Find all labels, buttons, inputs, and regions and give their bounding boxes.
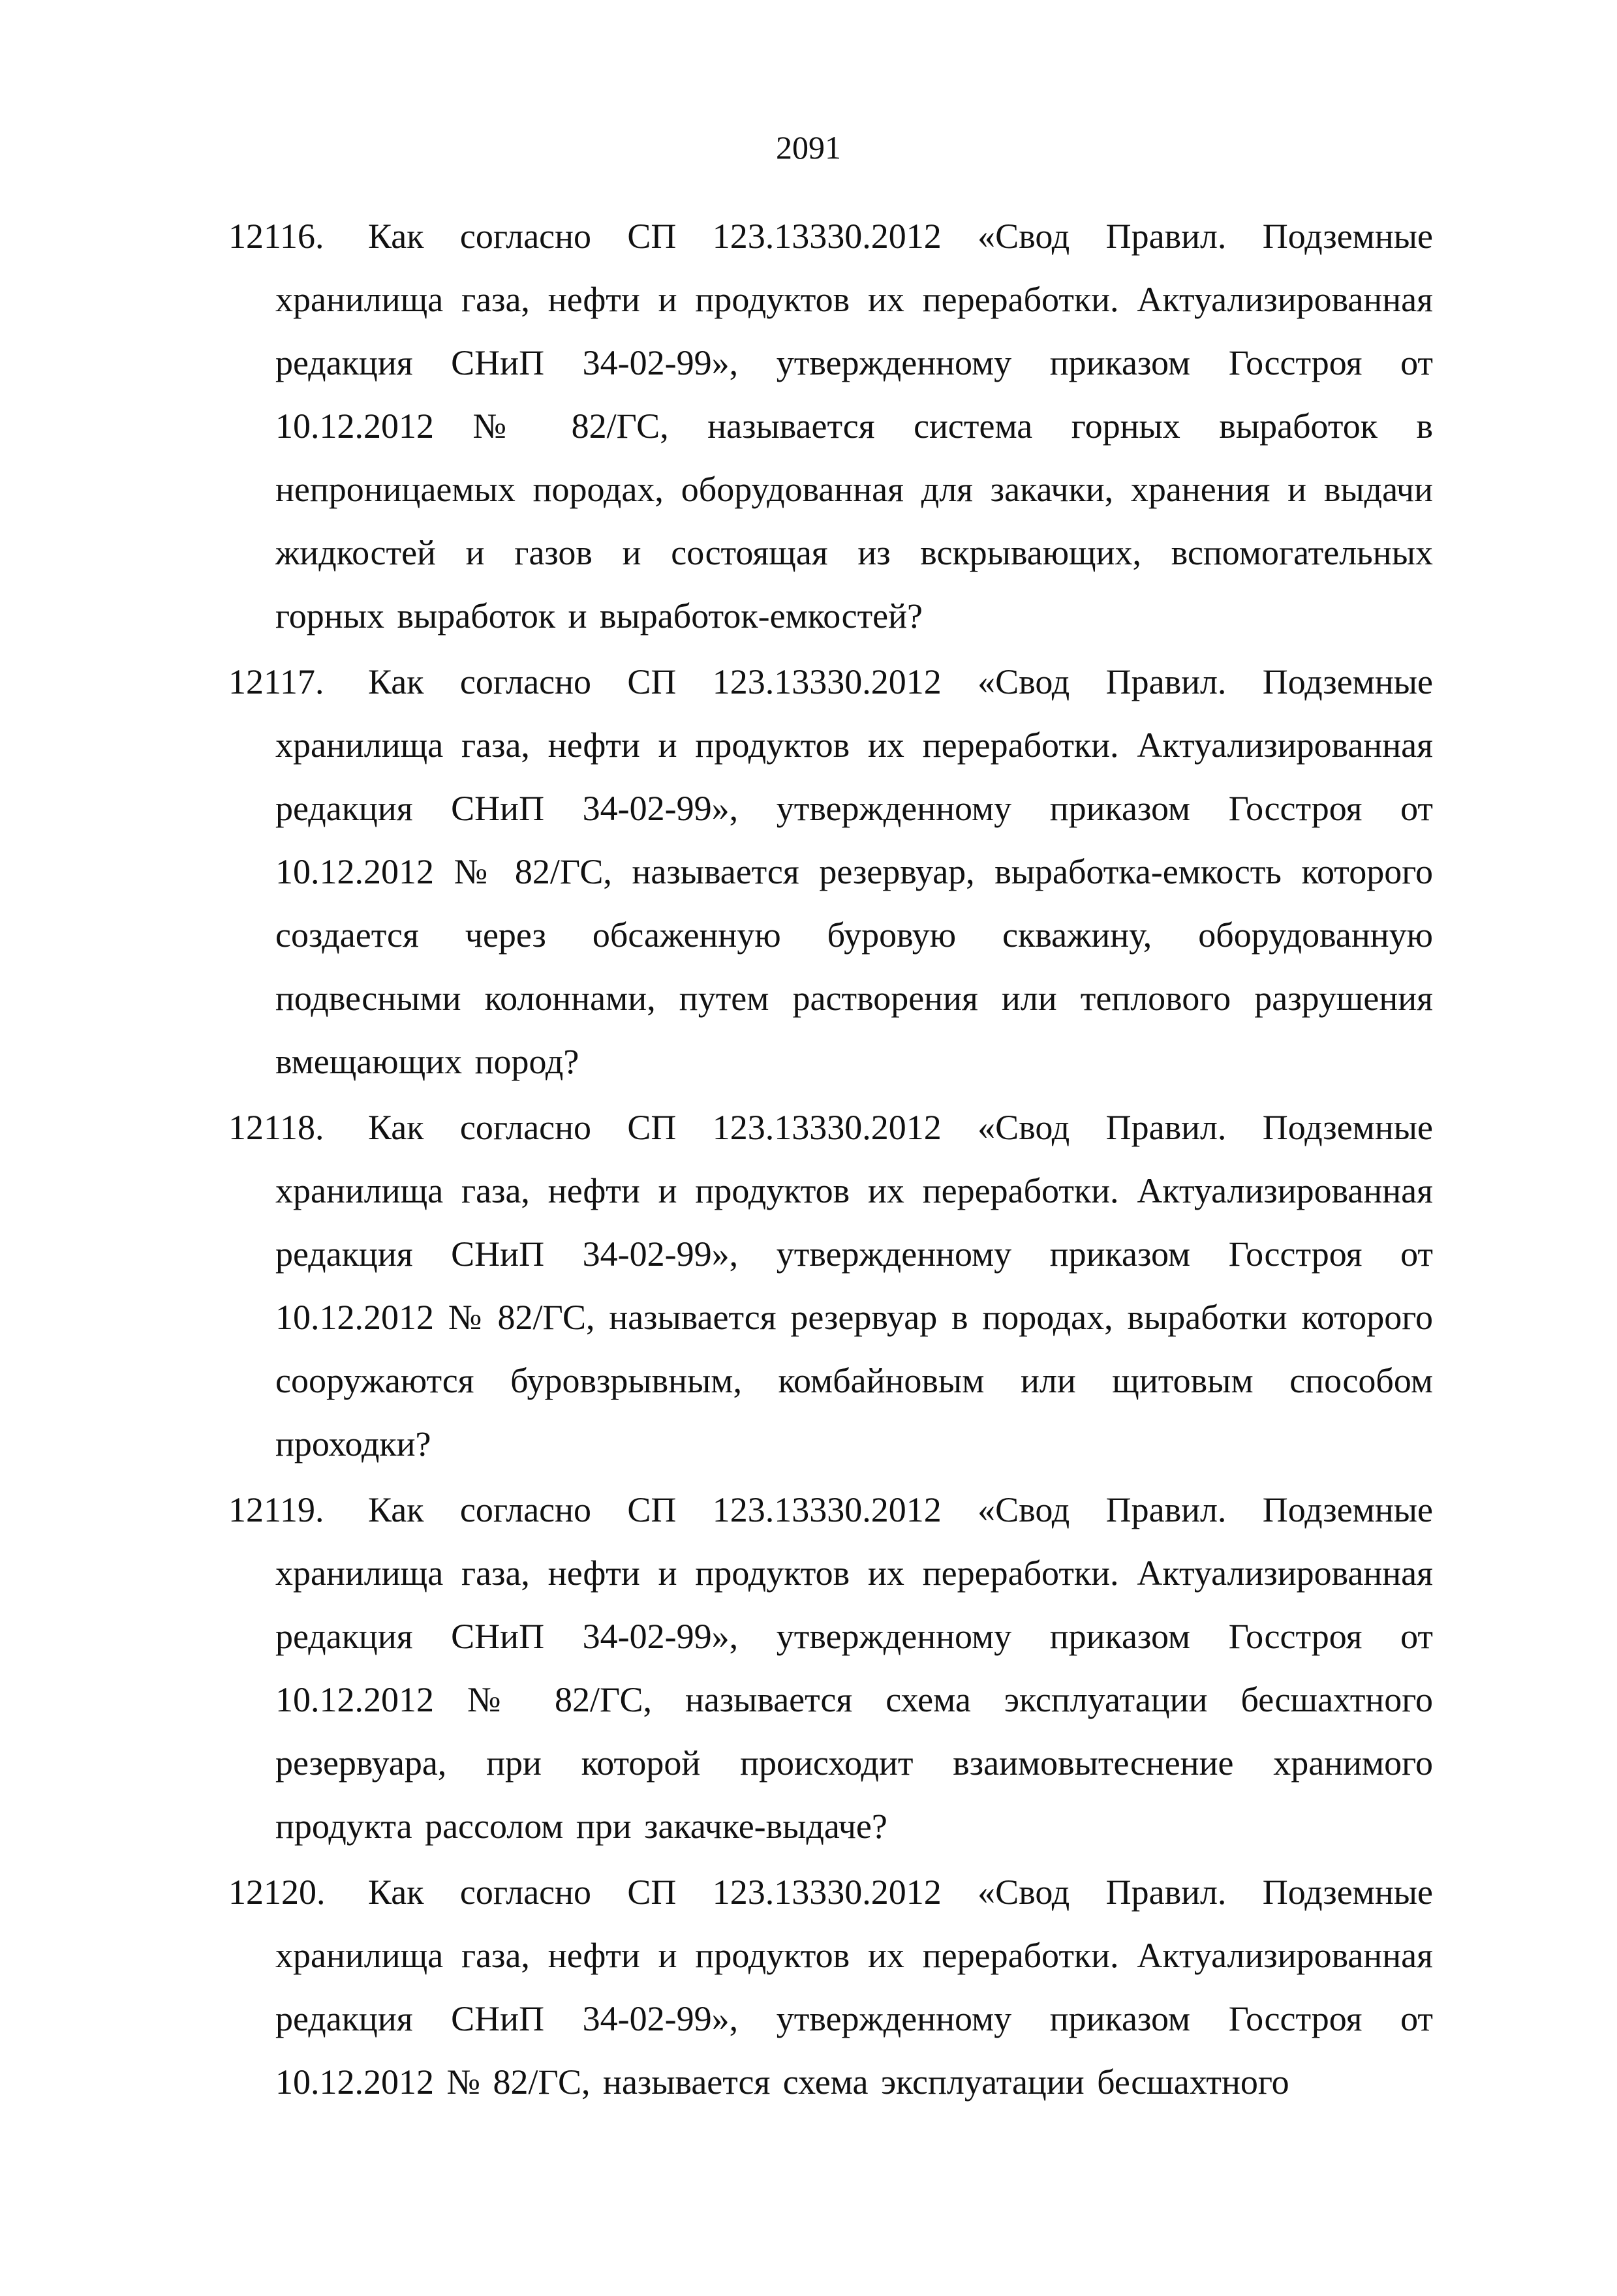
question-text: Как согласно СП 123.13330.2012 «Свод Правил. Подземные хранилища газа, нефти и продуктов их переработки. Актуализированная редакция СНиП 34-02-99», утвержденному приказом Госстроя от 10.12.2012 № 82/ГС, называется схема эксплуатации бесшахтного — [275, 1873, 1433, 2102]
question-item — [228, 1096, 1433, 1476]
question-list — [228, 205, 1433, 2117]
question-item — [228, 1478, 1433, 1858]
page-number: 2091 — [776, 129, 841, 166]
question-number: 12119. — [228, 1490, 324, 1529]
question-text: Как согласно СП 123.13330.2012 «Свод Правил. Подземные хранилища газа, нефти и продуктов их переработки. Актуализированная редакция СНиП 34-02-99», утвержденному приказом Госстроя от 10.12.2012 № 82/ГС, называется резервуар в породах, выработки которого сооружаются буровзрывным, комбайновым или щитовым способом проходки? — [275, 1108, 1433, 1463]
question-item — [228, 205, 1433, 648]
question-text: Как согласно СП 123.13330.2012 «Свод Правил. Подземные хранилища газа, нефти и продуктов их переработки. Актуализированная редакция СНиП 34-02-99», утвержденному приказом Госстроя от 10.12.2012 № 82/ГС, называется схема эксплуатации бесшахтного резервуара, при которой происходит взаимовытеснение хранимого продукта рассолом при закачке-выдаче? — [275, 1490, 1433, 1846]
question-item — [228, 651, 1433, 1094]
question-number: 12117. — [228, 662, 324, 701]
question-item — [228, 1861, 1433, 2114]
question-number: 12118. — [228, 1108, 324, 1147]
question-text: Как согласно СП 123.13330.2012 «Свод Правил. Подземные хранилища газа, нефти и продуктов их переработки. Актуализированная редакция СНиП 34-02-99», утвержденному приказом Госстроя от 10.12.2012 № 82/ГС, называется резервуар, выработка-емкость которого создается через обсаженную буровую скважину, оборудованную подвесными колоннами, путем растворения или теплового разрушения вмещающих пород? — [275, 662, 1433, 1081]
question-number: 12120. — [228, 1873, 326, 1912]
question-text: Как согласно СП 123.13330.2012 «Свод Правил. Подземные хранилища газа, нефти и продуктов их переработки. Актуализированная редакция СНиП 34-02-99», утвержденному приказом Госстроя от 10.12.2012 № 82/ГС, называется система горных выработок в непроницаемых породах, оборудованная для закачки, хранения и выдачи жидкостей и газов и состоящая из вскрывающих, вспомогательных горных выработок и выработок-емкостей? — [275, 217, 1433, 635]
question-number: 12116. — [228, 217, 324, 256]
